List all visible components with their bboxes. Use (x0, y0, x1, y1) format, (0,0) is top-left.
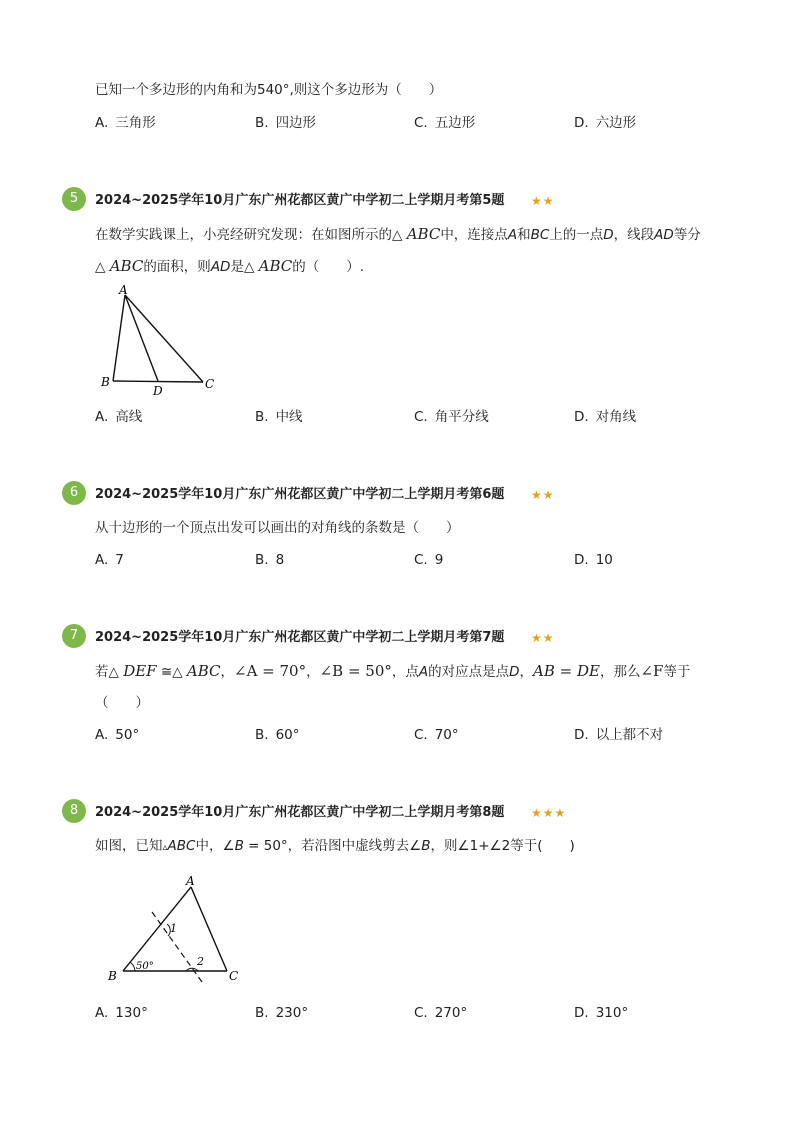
question-number-badge: 5 (62, 187, 86, 211)
question-number-badge: 6 (62, 481, 86, 505)
text: 如图，已知 (95, 838, 163, 854)
q7-option-a[interactable] (95, 725, 139, 745)
option-text: 50° (115, 727, 140, 743)
label-50-degrees: 50° (136, 961, 154, 972)
option-letter: A. (95, 409, 109, 425)
var-angle-b: ∠B (222, 838, 244, 854)
text: ，则∠1+∠2等于( ) (430, 838, 575, 854)
text: ，线段 (613, 227, 655, 243)
question-number-badge: 7 (62, 624, 86, 648)
option-text: 六边形 (595, 115, 637, 131)
option-text: 对角线 (595, 409, 637, 425)
q8-header: 2024~2025学年10月广东广州花都区黄广中学初二上学期月考第8题 (95, 805, 505, 820)
var-bc: BC (530, 227, 550, 243)
triangle-symbol: △ (95, 259, 106, 275)
var-ad: AD (210, 259, 231, 275)
var-d: D (509, 664, 520, 680)
option-letter: A. (95, 115, 109, 131)
label-a: A (119, 283, 128, 297)
option-letter: D. (574, 552, 589, 568)
q8-difficulty-stars: ★★★ (531, 806, 567, 820)
triangle-symbol: △ (243, 259, 255, 275)
side-bc (113, 381, 203, 382)
q4-option-b[interactable] (255, 113, 316, 133)
segment-ad (125, 295, 158, 381)
q5-difficulty-stars: ★★ (531, 194, 555, 208)
text: 中， (195, 838, 223, 854)
option-letter: C. (414, 409, 428, 425)
q6-option-c[interactable] (414, 550, 443, 570)
option-letter: B. (255, 115, 269, 131)
var-abc: ABC (167, 838, 196, 854)
option-text: 10 (595, 552, 613, 568)
option-letter: A. (95, 727, 109, 743)
q5-option-b[interactable] (255, 407, 303, 427)
option-text: 230° (275, 1005, 309, 1021)
math-angle-b: ∠B = 50° (319, 662, 392, 680)
option-text: 9 (434, 552, 444, 568)
math-abc: ABC (406, 225, 441, 243)
triangle-symbol: △ (172, 664, 183, 680)
label-c: C (229, 969, 239, 983)
option-letter: A. (95, 552, 109, 568)
option-letter: B. (255, 409, 269, 425)
option-text: 五边形 (434, 115, 476, 131)
option-letter: C. (414, 552, 428, 568)
label-d: D (153, 384, 163, 398)
label-angle-1: 1 (170, 922, 177, 935)
q6-option-a[interactable] (95, 550, 124, 570)
q6-option-b[interactable] (255, 550, 284, 570)
var-a: A (507, 227, 518, 243)
label-a: A (186, 874, 195, 888)
option-letter: D. (574, 409, 589, 425)
question-number-badge: 8 (62, 799, 86, 823)
q5-header: 2024~2025学年10月广东广州花都区黄广中学初二上学期月考第5题 (95, 193, 505, 208)
var-ad: AD (654, 227, 674, 243)
side-ab (123, 887, 191, 971)
option-text: 8 (275, 552, 285, 568)
label-c: C (205, 377, 215, 391)
option-text: 310° (595, 1005, 629, 1021)
q7-option-c[interactable] (414, 725, 459, 745)
text: 若 (95, 664, 109, 680)
option-letter: A. (95, 1005, 109, 1021)
q7-difficulty-stars: ★★ (531, 631, 555, 645)
text: ，那么 (599, 664, 641, 680)
text: 中，连接点 (440, 227, 508, 243)
triangle-symbol: △ (392, 227, 403, 243)
text: 的对应点是点 (428, 664, 510, 680)
q4-option-d[interactable] (574, 113, 636, 133)
math-abc: ABC (186, 662, 221, 680)
option-text: 7 (115, 552, 124, 568)
option-text: 以上都不对 (595, 727, 664, 743)
option-text: 角平分线 (434, 409, 489, 425)
q6-stem: 从十边形的一个顶点出发可以画出的对角线的条数是（ ） (95, 520, 460, 536)
option-letter: C. (414, 727, 428, 743)
q5-stem-line2 (95, 256, 364, 277)
text: 上的一点 (549, 227, 604, 243)
q8-option-d[interactable] (574, 1003, 628, 1023)
triangle-symbol: ▵ (162, 842, 168, 853)
q5-option-c[interactable] (414, 407, 489, 427)
text: 在数学实践课上，小亮经研究发现：在如图所示的 (95, 227, 392, 243)
q4-stem: 已知一个多边形的内角和为540°,则这个多边形为（ ） (95, 82, 443, 98)
option-text: 高线 (115, 409, 143, 425)
q8-option-a[interactable] (95, 1003, 148, 1023)
q6-option-d[interactable] (574, 550, 613, 570)
math-abc: ABC (109, 257, 144, 275)
var-angle-b: ∠B (409, 838, 431, 854)
text: = 50°，若沿图中虚线剪去 (243, 838, 410, 854)
option-text: 中线 (275, 409, 303, 425)
q4-option-c[interactable] (414, 113, 475, 133)
q8-option-c[interactable] (414, 1003, 467, 1023)
option-text: 70° (434, 727, 459, 743)
side-ac (125, 295, 203, 382)
option-letter: C. (414, 115, 428, 131)
option-letter: D. (574, 115, 589, 131)
option-text: 270° (434, 1005, 468, 1021)
text: 是 (230, 259, 244, 275)
option-letter: B. (255, 1005, 269, 1021)
q6-difficulty-stars: ★★ (531, 488, 555, 502)
option-letter: C. (414, 1005, 428, 1021)
option-text: 四边形 (275, 115, 317, 131)
q8-stem (95, 836, 575, 858)
math-def: DEF (123, 662, 157, 680)
text: ， (519, 664, 534, 680)
option-text: 三角形 (115, 115, 156, 131)
label-angle-2: 2 (197, 955, 204, 968)
q5-option-d[interactable] (574, 407, 636, 427)
text: ， (306, 664, 320, 680)
text: 等分 (673, 227, 701, 243)
math-ab-de: AB = DE (533, 662, 600, 680)
side-ab (113, 295, 125, 381)
q5-stem-line1 (95, 224, 701, 245)
q7-stem-line2: （ ） (95, 695, 149, 711)
label-b: B (108, 969, 117, 983)
q7-option-d[interactable] (574, 725, 663, 745)
option-letter: D. (574, 727, 589, 743)
text: ， (220, 664, 234, 680)
q6-header: 2024~2025学年10月广东广州花都区黄广中学初二上学期月考第6题 (95, 487, 505, 502)
option-text: 130° (115, 1005, 148, 1021)
math-angle-f: ∠F (640, 662, 664, 680)
angle-b-arc (130, 962, 135, 971)
math-angle-a: ∠A = 70° (234, 662, 307, 680)
var-a: A (418, 664, 429, 680)
triangle-symbol: △ (108, 664, 119, 680)
var-d: D (603, 227, 614, 243)
q8-triangle-figure (100, 872, 250, 988)
text: 的（ ）. (292, 259, 365, 275)
option-letter: B. (255, 552, 269, 568)
label-b: B (101, 375, 110, 389)
text: 等于 (663, 664, 691, 680)
option-letter: B. (255, 727, 269, 743)
q5-triangle-figure (95, 282, 225, 398)
option-text: 60° (275, 727, 300, 743)
q4-option-a[interactable] (95, 113, 156, 133)
text: 和 (517, 227, 531, 243)
q7-stem-line1 (95, 661, 690, 682)
text: 的面积，则 (143, 259, 211, 275)
congruent-symbol: ≅ (160, 664, 173, 680)
math-abc: ABC (258, 257, 293, 275)
q8-option-b[interactable] (255, 1003, 308, 1023)
q5-option-a[interactable] (95, 407, 142, 427)
option-letter: D. (574, 1005, 589, 1021)
text: ，点 (391, 664, 419, 680)
q7-header: 2024~2025学年10月广东广州花都区黄广中学初二上学期月考第7题 (95, 630, 505, 645)
q7-option-b[interactable] (255, 725, 300, 745)
